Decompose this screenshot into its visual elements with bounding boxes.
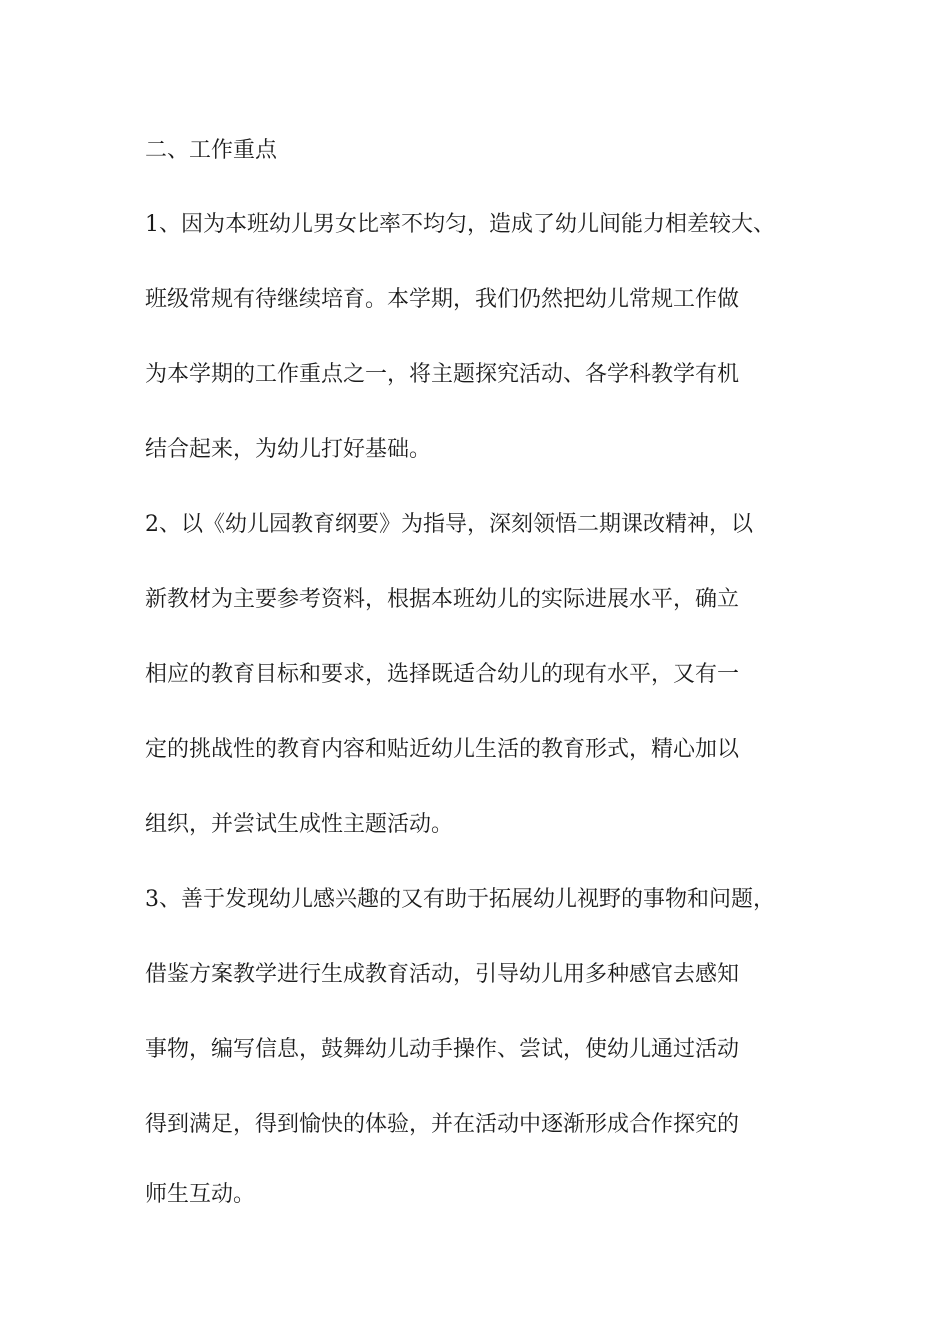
paragraph-3-line-4: 得到满足，得到愉快的体验，并在活动中逐渐形成合作探究的 <box>145 1112 740 1137</box>
paragraph-2-line-4: 定的挑战性的教育内容和贴近幼儿生活的教育形式，精心加以 <box>145 737 740 762</box>
paragraph-2-line-1: 2、以《幼儿园教育纲要》为指导，深刻领悟二期课改精神，以 <box>145 512 753 537</box>
paragraph-1-line-2: 班级常规有待继续培育。本学期，我们仍然把幼儿常规工作做 <box>145 287 740 312</box>
paragraph-1-line-3: 为本学期的工作重点之一，将主题探究活动、各学科教学有机 <box>145 362 740 387</box>
paragraph-2-line-2: 新教材为主要参考资料，根据本班幼儿的实际进展水平，确立 <box>145 587 740 612</box>
paragraph-1-line-1: 1、因为本班幼儿男女比率不均匀，造成了幼儿间能力相差较大、 <box>145 212 775 237</box>
paragraph-1-line-4: 结合起来，为幼儿打好基础。 <box>145 437 432 462</box>
paragraph-2-line-3: 相应的教育目标和要求，选择既适合幼儿的现有水平，又有一 <box>145 662 740 687</box>
paragraph-3-line-2: 借鉴方案教学进行生成教育活动，引导幼儿用多种感官去感知 <box>145 962 740 987</box>
section-heading: 二、工作重点 <box>145 138 278 163</box>
paragraph-3-line-1: 3、善于发现幼儿感兴趣的又有助于拓展幼儿视野的事物和问题， <box>145 887 775 912</box>
paragraph-3-line-5: 师生互动。 <box>145 1182 256 1207</box>
paragraph-3-line-3: 事物，编写信息，鼓舞幼儿动手操作、尝试，使幼儿通过活动 <box>145 1037 740 1062</box>
paragraph-2-line-5: 组织，并尝试生成性主题活动。 <box>145 812 454 837</box>
